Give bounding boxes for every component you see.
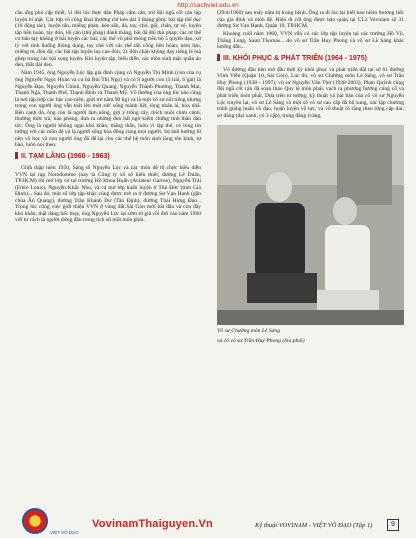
section-heading-3 — [217, 54, 404, 63]
heading-bar-icon — [15, 152, 18, 159]
photo-caption-line-2: và cố võ sư Trần Huy Phong (bìa phải) — [217, 337, 305, 344]
page-footer — [0, 508, 416, 538]
left-column — [15, 10, 201, 225]
footer-brand-small: VIỆT VÕ ĐẠO — [50, 530, 79, 535]
right-section-paragraph-1: Võ đường đầu tiên mở đầu thời kỳ khôi phục và phát triển đặt tại số 61 đường Vĩnh Viễn (Quận 10, Sài Gòn). Lúc đó, võ sư Chưởng môn Lê Sáng, võ sư Trần Huy Phong (1938 - 1997), võ sư Nguyễn Văn Thư (1938-2003), Phan Quýnh cùng đội ngũ cốt cán đã soạn thảo Quy lệ môn phái, vạch ra phương hướng củng cố và phát triển môn phái. Dựa trên tư tưởng, kỹ thuật và bài bản của cố võ sư Nguyễn Lộc truyền lại, võ sư Lê Sáng và một số võ sư cao cấp đã bổ sung, xác lập chương trình giảng huấn võ đạo, huấn luyện võ lực, và võ thuật rõ ràng theo từng cấp đai: sơ đẳng (đai xanh, có 3 cấp), trung đẳng (vàng, — [217, 66, 404, 119]
photo-masters-illustration — [217, 125, 404, 325]
footer-site-link[interactable]: VovinamThaiguyen.Vn — [92, 518, 213, 530]
left-section-paragraph-1: Giữa thập niên 1950, Sáng tổ Nguyễn Lộc và các môn đệ tổ chức biểu diễn VVN tại rạp Norodomme (nay là Công ty xổ số kiến thiết, đường Lê Duẩn, TP.HCM) rồi mở lớp võ tại trường Hồ Khoa Huấn (Aviateur Garros), Nguyễn Trãi (Frère Louis), Nguyễn Khắc Nhu, và cả mở lớp huấn luyện ở Thủ Đức (tỉnh Gia Định)... Sau đó, một số lớp tập khác cũng được mở ra ở đường Sư Vạn Hạnh (gần chùa Ấn Quang), đường Trần Khánh Dư (Tân Định), đường Thái Hưng Đạo... Trong lúc công việc giới thiệu VVN ở vùng đất Sài Gòn mới bắt đầu và còn đầy khó khăn, thật đáng tiếc thay, ông Nguyễn Lộc lại sớm từ giã cõi đời vào năm 1960 với tư cách là người đứng đầu trong lịch sử một môn phái. — [15, 164, 201, 224]
vovinam-logo-icon — [22, 508, 48, 534]
section-heading-3-text: III. KHÔI PHỤC & PHÁT TRIỂN (1964 - 1975) — [223, 54, 367, 62]
section-heading-2-text: II. TẠM LẮNG (1960 - 1963) — [21, 152, 110, 160]
right-column — [217, 10, 404, 344]
page-number: 9 — [387, 519, 399, 531]
right-intro-paragraph-2: Khoảng cuối năm 1960, VVN vẫn có các lớp tập luyện tại các trường Hồ Vũ, Thăng Long, Saint Thomas... do võ sư Trần Huy Phong và võ sư Lê Sáng khác hướng dẫn... — [217, 31, 404, 51]
left-intro-paragraph-2: Năm 1945, ông Nguyễn Lộc lập gia đình cùng cô Nguyễn Thị Minh (con của cụ ông Nguyễn Ngọc Hoàn và cụ bà Bùi Thị Ngọ) và có 9 người con (3 trai, 6 gái) là Nguyễn Đạo, Nguyễn Chính, Nguyễn Quang, Nguyễn Thanh Phương, Thanh Mai, Thanh Ngà, Thanh Phố, Thanh Bình và Thanh Mỹ. Võ đường của ông lúc nào cũng là nơi tập hợp các bậc cao niên, giới trẻ năm 90 kg) và là một võ sư nổi tiếng nhưng trong con người ông vẫn toát lên một sức sống mãnh liệt, lòng nhân ái, hòa nhã. Bên cạnh đó, ông còn là người làm nông, gợi ý trồng cây, thích nuôi chim cảnh, thưởng thức trà, hào phóng, đưa ra những đòn bất ngờ kiểm chứng tinh thần dân tộc. Ông là người không ngại khó khăn, thẳng thắn, luôn vì tập thể, có lòng tin tưởng với các môn đệ và là người sống hòa đồng cùng mọi người. Sự ảnh hưởng từ nền võ học và con người ông đã để lại cho các thế hệ môn sinh lòng tôn kính, tự hào, luôn noi theo. — [15, 70, 201, 149]
header-url[interactable]: http://sachviet.edu.vn — [177, 2, 239, 9]
right-intro-paragraph-1: (29/4/1960) sau mấy năm bị trọng bệnh. Ông ra đi lúc lại biết bao niềm thương tiếc của gia đình và môn đệ. Hiện di cốt ông được bảo quản tại CL3 Vovinam số 31 đường Sư Vạn Hạnh, Quận 10, TP.HCM. — [217, 10, 404, 30]
section-heading-2 — [15, 152, 201, 161]
footer-series-title: Kỹ thuật VOVINAM - VIỆT VÕ ĐẠO (Tập 1) — [255, 522, 373, 529]
photo-masters — [217, 125, 404, 325]
heading-bar-icon — [217, 54, 220, 61]
left-intro-paragraph-1: cầu ứng phó cấp thiết, vì đôi lúc thực dân Pháp cấm cản, trừ đội ngũ cốt cán tập luyện bí mật. Các lớp võ công khai thường chỉ kéo dài 3 tháng gồm: bài tập thể dục (10 động tác), luyện tấn, miếng phản, kéo sấn, đá, tay, chỏ, gối, chân, tự vệ, luyện tập liên hoàn, tay đón, lối cản (thủ pháp) đánh thẳng, bái đá đôi thủ pháp; các tư thế cơ bản tay không ở bài luyện các bài; các thế võ phổ thông trên bộ 5 quyền đạo, xử lý với tình huống thông dụng, tay chỏ với các thế tấn công liên hoàn; ném lựu, miếng té, đòn đá; các bài tập luyện tay cao đòn, 21 đòn chân không dạy riêng lẻ mà ghép trong các bài song luyện. Khi luyện tập, biểu diễn, các môn sinh mặc quần áo đen, thắt đai đen. — [15, 10, 201, 69]
photo-caption-line-1: Võ sư Chưởng môn Lê Sáng — [217, 328, 281, 335]
